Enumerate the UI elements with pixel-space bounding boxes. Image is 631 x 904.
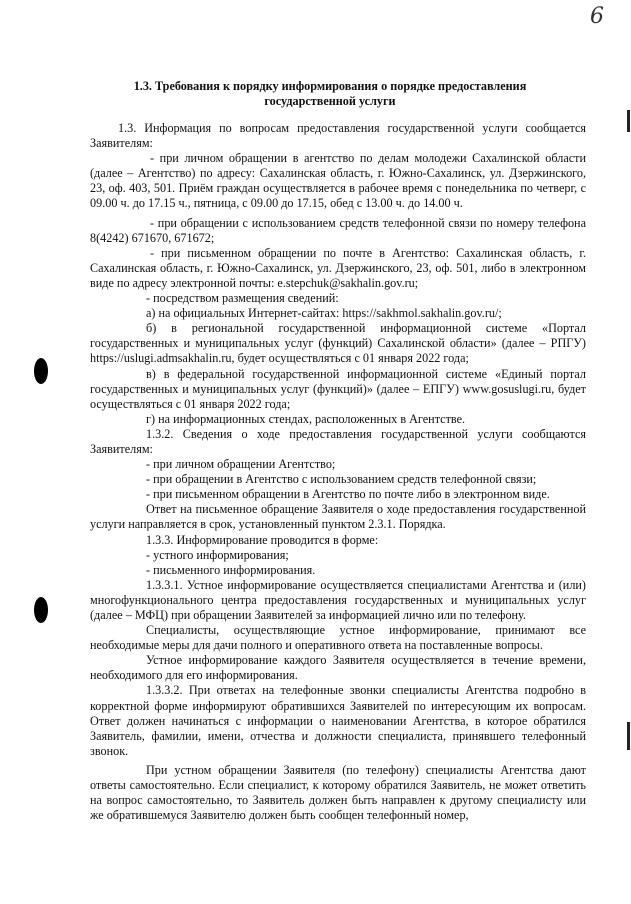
paragraph: в) в федеральной государственной информационной системе «Единый портал государственных и муниципальных услуг (функций)» (далее – ЕПГУ) www.gosuslugi.ru, будет осуществляться с 01 января 2022 года; xyxy=(90,366,586,411)
paragraph: - при письменном обращении по почте в Агентство: Сахалинская область, г. Сахалинская область, г. Южно-Сахалинск, ул. Дзержинского, 23, оф. 501, либо в электронном виде по адресу электронной почты: e.stepchuk@sakhalin.gov.ru; xyxy=(90,245,586,290)
paragraph: 1.3. Информация по вопросам предоставления государственной услуги сообщается Заявителям: xyxy=(90,121,586,151)
paragraph: 1.3.3.2. При ответах на телефонные звонки специалисты Агентства подробно в корректной форме информируют обратившихся Заявителей по интересующим их вопросам. Ответ должен начинаться с информации о наименовании Агентства, в которое обратился Заявитель, фамилии, имени, отчества и должности специалиста, принявшего телефонный звонок. xyxy=(90,683,586,758)
paragraph: 1.3.3. Информирование проводится в форме: xyxy=(146,532,379,547)
paragraph: - при личном обращении Агентство; xyxy=(146,457,336,472)
paragraph: 1.3.2. Сведения о ходе предоставления государственной услуги сообщаются Заявителям: xyxy=(90,426,586,456)
scan-edge-mark xyxy=(627,722,630,750)
punch-hole xyxy=(34,597,48,623)
punch-hole xyxy=(34,358,48,384)
paragraph: б) в региональной государственной информационной системе «Портал государственных и муниципальных услуг (функций) Сахалинской области» (далее – РПГУ) https://uslugi.admsakhalin.ru, будет осуществляться с 01 января 2022 года; xyxy=(90,321,586,366)
paragraph: - устного информирования; xyxy=(146,547,289,562)
paragraph: - при письменном обращении в Агентство по почте либо в электронном виде. xyxy=(146,487,550,502)
document-body xyxy=(90,121,586,823)
paragraph: При устном обращении Заявителя (по телефону) специалисты Агентства дают ответы самостоятельно. Если специалист, к которому обратился Заявитель, не может ответить на вопрос самостоятельно, то Заявитель должен быть направлен к другому специалисту или же обратившемуся Заявителю должен быть сообщен телефонный номер, xyxy=(90,762,586,823)
paragraph: - посредством размещения сведений: xyxy=(146,291,339,306)
paragraph: Специалисты, осуществляющие устное информирование, принимают все необходимые меры для дачи полного и оперативного ответа на поставленные вопросы. xyxy=(90,623,586,653)
paragraph: 1.3.3.1. Устное информирование осуществляется специалистами Агентства и (или) многофункционального центра предоставления государственных и муниципальных услуг (далее – МФЦ) при обращении Заявителей за информацией лично или по телефону. xyxy=(90,577,586,622)
paragraph: Устное информирование каждого Заявителя осуществляется в течение времени, необходимого для его информирования. xyxy=(90,653,586,683)
paragraph: - при обращении в Агентство с использованием средств телефонной связи; xyxy=(146,472,537,487)
section-title: 1.3. Требования к порядку информирования о порядке предоставления государственной услуги xyxy=(133,79,527,108)
paragraph: - письменного информирования. xyxy=(146,562,316,577)
paragraph: - при обращении с использованием средств телефонной связи по номеру телефона 8(4242) 671670, 671672; xyxy=(90,215,586,245)
paragraph: г) на информационных стендах, расположенных в Агентстве. xyxy=(146,411,466,426)
paragraph: - при личном обращении в агентство по делам молодежи Сахалинской области (далее – Агентство) по адресу: Сахалинская область, г. Южно-Сахалинск, ул. Дзержинского, 23, оф. 403, 501. Приём граждан осуществляется в рабочее время с понедельника по четверг, с 09.00 ч. до 17.15 ч., пятница, с 09.00 до 17.15, обед с 13.00 ч. до 14.00 ч. xyxy=(90,151,586,211)
page-number: 6 xyxy=(590,4,604,29)
scan-edge-mark xyxy=(627,110,630,132)
paragraph: а) на официальных Интернет-сайтах: https://sakhmol.sakhalin.gov.ru/; xyxy=(146,306,502,321)
paragraph: Ответ на письменное обращение Заявителя о ходе предоставления государственной услуги направляется в срок, установленный пунктом 2.3.1. Порядка. xyxy=(90,502,586,532)
